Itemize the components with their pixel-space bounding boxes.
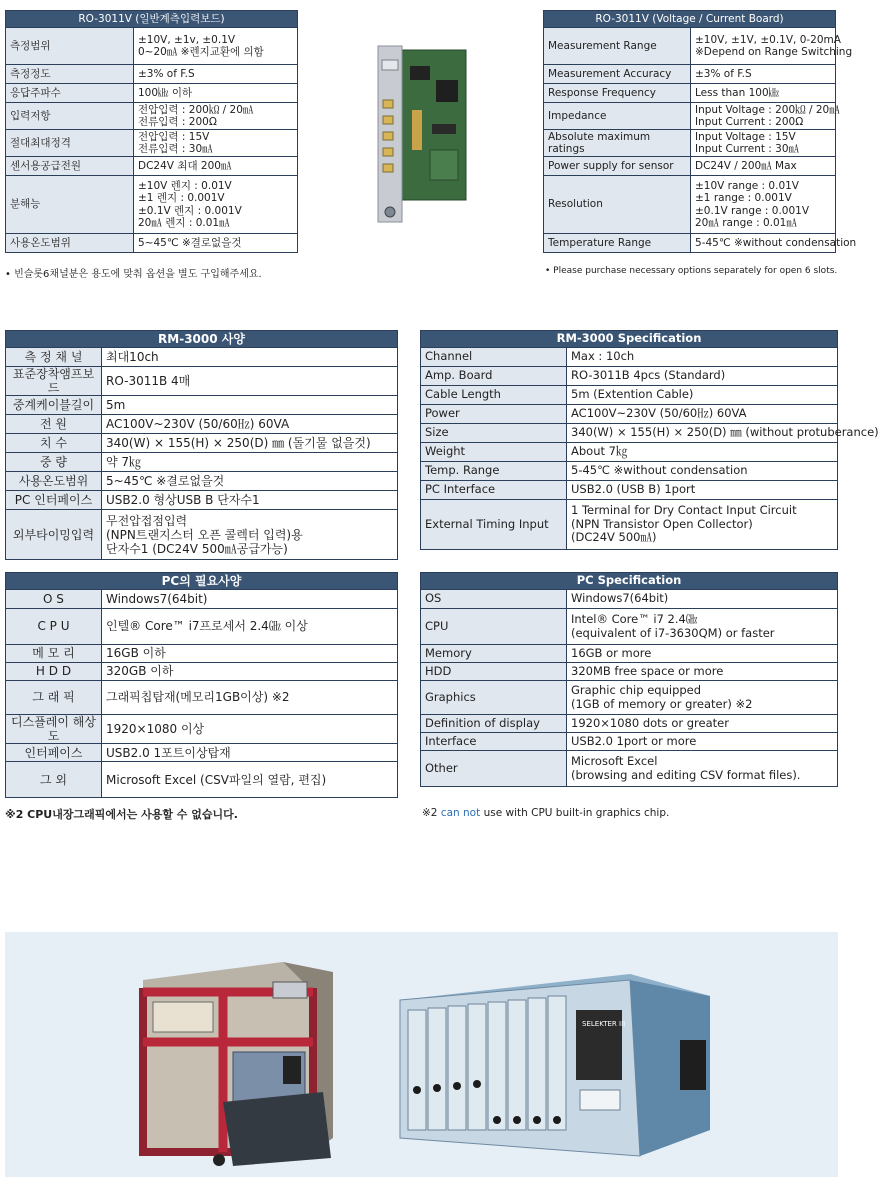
spec-label: Graphics (421, 681, 567, 715)
spec-row (544, 234, 836, 253)
spec-label: 메 모 리 (6, 645, 102, 663)
spec-value (691, 103, 840, 130)
spec-value (134, 176, 298, 234)
spec-label: PC Interface (421, 481, 567, 500)
spec-value-line: (NPN트랜지스터 오픈 콜렉터 입력)용 (106, 527, 303, 542)
spec-value-line: 16GB 이하 (106, 646, 166, 661)
ro-en-body (544, 28, 857, 253)
spec-row (544, 103, 836, 130)
spec-row (6, 715, 398, 744)
spec-value (134, 130, 298, 157)
spec-value (567, 751, 838, 787)
spec-label: 표준장착앰프보드 (6, 367, 102, 396)
spec-value (102, 491, 398, 510)
spec-row (421, 645, 838, 663)
spec-row (421, 443, 838, 462)
spec-value-line: Input Current : 200Ω (695, 116, 804, 128)
spec-value (102, 762, 398, 798)
spec-row (6, 176, 298, 234)
spec-row (6, 415, 398, 434)
spec-label: 중계케이블길이 (6, 396, 102, 415)
rm3000-unit-photo (390, 970, 730, 1160)
spec-row (421, 348, 838, 367)
spec-row (6, 472, 398, 491)
spec-row (6, 663, 398, 681)
spec-value-line: ※Depend on Range Switching (695, 46, 853, 58)
spec-row (544, 84, 836, 103)
spec-value-line: Windows7(64bit) (106, 591, 208, 606)
pc-kr-note: ※2 CPU내장그래픽에서는 사용할 수 없습니다. (5, 808, 238, 821)
spec-label: Other (421, 751, 567, 787)
spec-value-line: About 7㎏ (571, 444, 628, 459)
spec-value-line: Windows7(64bit) (571, 591, 669, 606)
spec-label: 응답주파수 (6, 84, 134, 103)
spec-row (6, 130, 298, 157)
spec-row (6, 84, 298, 103)
spec-value (134, 84, 298, 103)
spec-value (134, 103, 298, 130)
ro-kr-table (5, 10, 298, 253)
spec-value (567, 715, 838, 733)
spec-row (421, 500, 838, 550)
spec-row (6, 744, 398, 762)
spec-row (6, 434, 398, 453)
spec-label: Absolute maximum ratings (544, 130, 691, 157)
spec-value (102, 744, 398, 762)
spec-value (567, 609, 838, 645)
spec-label: 입력저항 (6, 103, 134, 130)
spec-value-line: 340(W) × 155(H) × 250(D) ㎜ (without protuberance) (571, 425, 879, 440)
spec-value (134, 234, 298, 253)
spec-label: Amp. Board (421, 367, 567, 386)
spec-value (102, 645, 398, 663)
spec-label: Channel (421, 348, 567, 367)
ro-kr-title: RO-3011V (일반계측입력보드) (6, 11, 298, 28)
spec-label: Resolution (544, 176, 691, 234)
spec-value (567, 443, 838, 462)
spec-value-line: (browsing and editing CSV format files). (571, 767, 801, 782)
spec-value-line: RO-3011B 4매 (106, 374, 191, 389)
rm-kr-table (5, 330, 398, 560)
spec-label: Response Frequency (544, 84, 691, 103)
spec-row (6, 590, 398, 609)
spec-value-line: 5m (106, 398, 126, 413)
spec-row (421, 424, 838, 443)
spec-value-line: 5-45℃ ※without condensation (571, 463, 748, 478)
spec-value (102, 510, 398, 560)
spec-label: Temperature Range (544, 234, 691, 253)
amp-board-photo (372, 40, 472, 230)
spec-row (6, 367, 398, 396)
spec-value-line: 전류입력 : 200Ω (138, 116, 217, 128)
spec-row (6, 103, 298, 130)
spec-label: C P U (6, 609, 102, 645)
spec-value-line: USB2.0 1port or more (571, 733, 697, 748)
pc-en-note-post: use with CPU built-in graphics chip. (480, 807, 670, 819)
spec-value-line: 320MB free space or more (571, 663, 724, 678)
spec-value-line: 전압입력 : 15V (138, 130, 210, 143)
spec-row (421, 751, 838, 787)
spec-value-line: 그래픽칩탑재(메모리1GB이상) ※2 (106, 690, 290, 705)
spec-row (421, 663, 838, 681)
spec-value (102, 415, 398, 434)
spec-row (421, 386, 838, 405)
spec-value-line: AC100V~230V (50/60㎐) 60VA (571, 406, 747, 421)
spec-row (6, 609, 398, 645)
spec-row (6, 645, 398, 663)
ro-en-title: RO-3011V (Voltage / Current Board) (544, 11, 836, 28)
spec-value-line: ±10V range : 0.01V (695, 179, 799, 192)
spec-label: 외부타이밍입력 (6, 510, 102, 560)
rm-kr-body (6, 348, 398, 560)
spec-row (544, 176, 836, 234)
spec-value (691, 130, 836, 157)
spec-label: 치 수 (6, 434, 102, 453)
spec-label: 센서용공급전원 (6, 157, 134, 176)
spec-label: 그 래 픽 (6, 681, 102, 715)
spec-value (567, 424, 879, 443)
spec-value-line: Input Current : 30㎃ (695, 143, 800, 155)
spec-value (567, 590, 838, 609)
spec-label: Power supply for sensor (544, 157, 691, 176)
spec-value-line: Microsoft Excel (CSV파일의 열람, 편집) (106, 772, 327, 787)
ro-kr-note: • 빈슬롯6채널분은 용도에 맞춰 옵션을 별도 구입해주세요. (5, 269, 262, 280)
pc-en-table (420, 572, 838, 787)
spec-value (691, 234, 857, 253)
spec-label: 그 외 (6, 762, 102, 798)
spec-row (6, 348, 398, 367)
spec-label: 전 원 (6, 415, 102, 434)
spec-value-line: ±3% of F.S (138, 67, 195, 80)
spec-value (567, 481, 838, 500)
spec-value (134, 157, 298, 176)
spec-value (102, 434, 398, 453)
product-photos (5, 932, 838, 1177)
spec-row (544, 65, 836, 84)
spec-label: HDD (421, 663, 567, 681)
spec-value (102, 590, 398, 609)
spec-row (6, 157, 298, 176)
spec-label: 인터페이스 (6, 744, 102, 762)
spec-value-line: ±10V 렌지 : 0.01V (138, 179, 232, 192)
spec-value (567, 733, 838, 751)
spec-label: Temp. Range (421, 462, 567, 481)
spec-label: CPU (421, 609, 567, 645)
spec-value (102, 396, 398, 415)
spec-value-line: 20㎃ 렌지 : 0.01㎃ (138, 216, 230, 229)
spec-label: OS (421, 590, 567, 609)
spec-value-line: 16GB or more (571, 645, 652, 660)
spec-row (6, 234, 298, 253)
spec-label: Size (421, 424, 567, 443)
spec-value (102, 348, 398, 367)
pc-en-title: PC Specification (421, 573, 838, 590)
spec-value-line: 전류입력 : 30㎃ (138, 143, 213, 155)
spec-row (6, 28, 298, 65)
pc-en-note-blue: can not (440, 807, 481, 819)
rm-en-title: RM-3000 Specification (421, 331, 838, 348)
carry-case-photo (123, 952, 353, 1167)
spec-value (102, 663, 398, 681)
spec-value-line: 1920×1080 dots or greater (571, 715, 729, 730)
pc-kr-body (6, 590, 398, 798)
spec-value-line: ±3% of F.S (695, 67, 752, 80)
spec-value-line: 단자수1 (DC24V 500㎃공급가능) (106, 541, 288, 556)
spec-value-line: 5m (Extention Cable) (571, 387, 694, 402)
spec-row (421, 715, 838, 733)
pc-en-note-pre: ※2 (422, 807, 441, 819)
spec-value-line: 340(W) × 155(H) × 250(D) ㎜ (돌기물 없을것) (106, 436, 371, 451)
spec-row (6, 681, 398, 715)
spec-row (421, 681, 838, 715)
rm-en-table (420, 330, 879, 550)
spec-label: Definition of display (421, 715, 567, 733)
spec-value (102, 681, 398, 715)
spec-value-line: 0~20㎃ ※렌지교환에 의함 (138, 46, 264, 58)
rm-kr-title: RM-3000 사양 (6, 331, 398, 348)
spec-value (691, 157, 836, 176)
spec-row (6, 762, 398, 798)
spec-row (544, 130, 836, 157)
spec-value-line: Microsoft Excel (571, 753, 658, 768)
spec-label: 사용온도범위 (6, 472, 102, 491)
spec-label: 측정범위 (6, 28, 134, 65)
spec-row (421, 462, 838, 481)
spec-value-line: 1 Terminal for Dry Contact Input Circuit (571, 503, 797, 518)
spec-label: H D D (6, 663, 102, 681)
spec-value-line: 5-45℃ ※without condensation (695, 236, 857, 249)
spec-row (421, 733, 838, 751)
spec-value-line: 320GB 이하 (106, 664, 174, 679)
spec-value-line: 전압입력 : 200㏀ / 20㎃ (138, 103, 254, 116)
spec-label: 중 량 (6, 453, 102, 472)
spec-label: Memory (421, 645, 567, 663)
spec-value-line: 20㎃ range : 0.01㎃ (695, 216, 797, 229)
spec-row (6, 510, 398, 560)
spec-value-line: Less than 100㎑ (695, 86, 780, 99)
spec-value-line: ±1 렌지 : 0.001V (138, 192, 225, 205)
spec-value-line: 무전압접점입력 (106, 513, 188, 528)
spec-value (102, 472, 398, 491)
spec-value (567, 462, 838, 481)
spec-value (567, 348, 838, 367)
spec-value-line: ±1 range : 0.001V (695, 192, 792, 205)
spec-row (421, 590, 838, 609)
spec-label: External Timing Input (421, 500, 567, 550)
spec-value-line: Max : 10ch (571, 349, 635, 364)
spec-label: Interface (421, 733, 567, 751)
spec-value-line: Graphic chip equipped (571, 682, 702, 697)
ro-en-table (543, 10, 857, 253)
spec-row (421, 367, 838, 386)
spec-value-line: RO-3011B 4pcs (Standard) (571, 368, 726, 383)
spec-value (102, 609, 398, 645)
spec-label: Weight (421, 443, 567, 462)
rm-en-body (421, 348, 879, 550)
spec-value-line: Input Voltage : 200㏀ / 20㎃ (695, 103, 840, 116)
device-brand-label: SELEKTER III (582, 1020, 626, 1028)
spec-row (421, 481, 838, 500)
spec-value (102, 453, 398, 472)
spec-label: O S (6, 590, 102, 609)
spec-value-line: AC100V~230V (50/60㎐) 60VA (106, 417, 290, 432)
spec-label: Power (421, 405, 567, 424)
spec-value (567, 663, 838, 681)
spec-label: 디스플레이 해상도 (6, 715, 102, 744)
spec-value-line: 1920×1080 이상 (106, 722, 205, 737)
spec-value-line: Input Voltage : 15V (695, 130, 796, 143)
spec-label: 절대최대정격 (6, 130, 134, 157)
spec-value-line: USB2.0 1포트이상탑재 (106, 745, 231, 760)
spec-row (544, 157, 836, 176)
spec-value-line: ±0.1V range : 0.001V (695, 204, 810, 217)
spec-value (567, 405, 838, 424)
spec-value-line: ±10V, ±1V, ±0.1V, 0-20mA (695, 33, 841, 46)
spec-value-line: Intel® Core™ i7 2.4㎓ (571, 611, 698, 626)
spec-value-line: ±0.1V 렌지 : 0.001V (138, 204, 242, 217)
spec-row (6, 491, 398, 510)
spec-row (6, 396, 398, 415)
spec-value-line: (DC24V 500㎃) (571, 530, 657, 545)
spec-row (544, 28, 836, 65)
ro-en-note: • Please purchase necessary options separately for open 6 slots. (545, 266, 838, 276)
spec-value-line: 5~45℃ ※결로없을것 (106, 474, 225, 489)
spec-value-line: 인텔® Core™ i7프로세서 2.4㎓ 이상 (106, 619, 308, 634)
spec-value-line: 100㎑ 이하 (138, 86, 193, 99)
spec-value-line: 5~45℃ ※결로없을것 (138, 236, 242, 249)
spec-label: Cable Length (421, 386, 567, 405)
spec-label: Measurement Range (544, 28, 691, 65)
spec-value (567, 500, 838, 550)
spec-label: 측정정도 (6, 65, 134, 84)
spec-value-line: 약 7㎏ (106, 455, 142, 470)
spec-label: PC 인터페이스 (6, 491, 102, 510)
spec-label: 분해능 (6, 176, 134, 234)
spec-label: Measurement Accuracy (544, 65, 691, 84)
spec-value-line: DC24V / 200㎃ Max (695, 159, 797, 172)
spec-row (421, 609, 838, 645)
spec-value (691, 65, 836, 84)
spec-label: 측 정 채 널 (6, 348, 102, 367)
spec-label: Impedance (544, 103, 691, 130)
pc-en-note (422, 807, 669, 819)
spec-value (567, 386, 838, 405)
spec-value-line: (1GB of memory or greater) ※2 (571, 696, 753, 711)
pc-en-body (421, 590, 838, 787)
pc-kr-title: PC의 필요사양 (6, 573, 398, 590)
spec-value (102, 715, 398, 744)
spec-value-line: ±10V, ±1v, ±0.1V (138, 33, 236, 46)
spec-value-line: (NPN Transistor Open Collector) (571, 516, 753, 531)
spec-row (6, 453, 398, 472)
spec-value (134, 65, 298, 84)
spec-value (134, 28, 298, 65)
spec-value (102, 367, 398, 396)
spec-value-line: DC24V 최대 200㎃ (138, 159, 232, 172)
spec-value-line: USB2.0 형상USB B 단자수1 (106, 493, 260, 508)
spec-value (567, 645, 838, 663)
ro-kr-body (6, 28, 298, 253)
spec-row (6, 65, 298, 84)
spec-value (567, 681, 838, 715)
spec-value (567, 367, 838, 386)
spec-value-line: (equivalent of i7-3630QM) or faster (571, 625, 775, 640)
spec-label: 사용온도범위 (6, 234, 134, 253)
spec-value (691, 176, 836, 234)
spec-value-line: USB2.0 (USB B) 1port (571, 482, 696, 497)
spec-value (691, 84, 836, 103)
spec-value-line: 최대10ch (106, 349, 159, 364)
spec-row (421, 405, 838, 424)
spec-value (691, 28, 853, 65)
pc-kr-table (5, 572, 398, 798)
